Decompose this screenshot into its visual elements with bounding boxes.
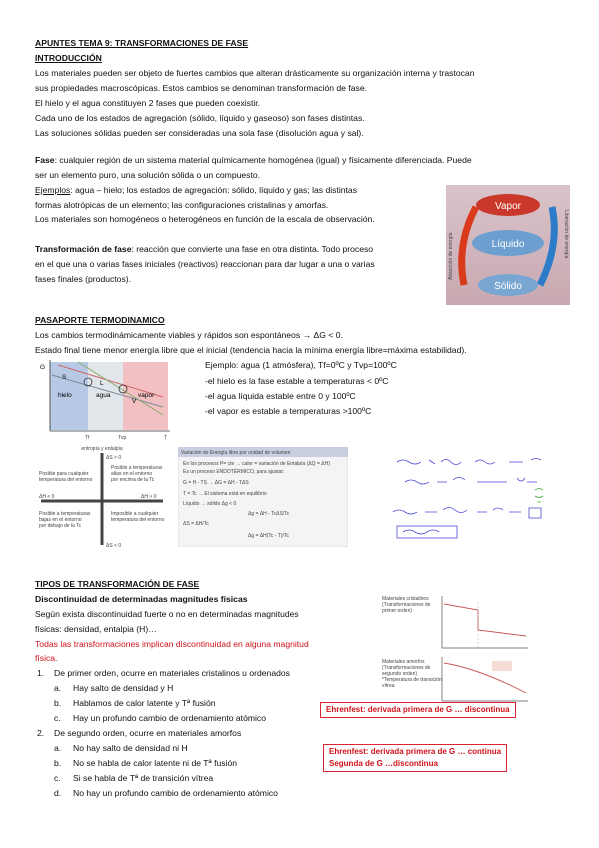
- tr-text: Posible a temperaturas: [111, 465, 163, 471]
- graph1-label: Materiales cristalinos: [382, 596, 429, 602]
- pasaporte-bullet: -el agua líquida estable entre 0 y 100ºC: [205, 391, 356, 401]
- formula-stroke-2: [405, 478, 537, 485]
- g-ylabel: G: [40, 364, 46, 371]
- tl-text: Posible para cualquier: [39, 471, 89, 477]
- axis-top-label: ΔS > 0: [106, 455, 122, 461]
- tick-tvp: Tvp: [118, 435, 127, 441]
- sub-item-letter: b.: [54, 758, 62, 768]
- scan-line: G = H - TS → ΔG = ΔH - TΔS: [183, 480, 249, 486]
- formula-stroke-3: [393, 508, 541, 519]
- examples-text: : agua – hielo; los estados de agregación: sólido, líquido y gas; las distintas: [70, 185, 357, 195]
- quadrant-top: entropía y entalpía: [81, 446, 123, 452]
- scanned-notes-image: [178, 447, 348, 547]
- ehrenfest-second-order-box: [323, 744, 507, 772]
- sub-item: Si se habla de Tª de transición vítrea: [73, 773, 214, 783]
- br-text: temperatura del entorno: [111, 517, 165, 523]
- fase-text: : cualquier región de un sistema material químicamente homogénea (igual) y físicamente diferenciada. Puede: [54, 155, 472, 165]
- pasaporte-heading: PASAPORTE TERMODINAMICO: [35, 315, 165, 325]
- sub-item: Hablamos de calor latente y Tª fusión: [73, 698, 216, 708]
- sub-item: No hay salto de densidad ni H: [73, 743, 188, 753]
- ehrenfest2-line: Segunda de G …discontinua: [329, 759, 438, 768]
- handwritten-formulas-image: [385, 450, 565, 545]
- region-label-hielo: hielo: [58, 392, 72, 399]
- intro-heading: INTRODUCCIÓN: [35, 53, 102, 63]
- scan-line: Es un proceso ENDOTÉRMICO, para ajustar:: [183, 469, 285, 475]
- axis-left-label: ΔH < 0: [39, 494, 55, 500]
- fase-term: Fase: [35, 155, 55, 165]
- graph2-label: Materiales amorfos: [382, 659, 425, 665]
- scan-line: Δg = ΔH - TcΔS/Tc: [248, 511, 290, 517]
- transformacion-line: en el que una o varias fases iniciales (reactivos) reaccionan para dar lugar a una o varias: [35, 259, 375, 269]
- scan-line: ΔS = ΔH/Tc: [183, 521, 209, 527]
- tipos-red-line: Todas las transformaciones implican discontinuidad en alguna magnitud: [35, 639, 309, 649]
- graph2-label: segundo orden): [382, 671, 418, 677]
- region-label-agua: agua: [96, 392, 111, 399]
- pasaporte-line: Los cambios termodinámicamente viables y rápidos son espontáneos → ΔG < 0.: [35, 330, 343, 340]
- sub-item: Hay salto de densidad y H: [73, 683, 174, 693]
- scan-line: T = Tc → El sistema está en equilibrio: [183, 491, 267, 497]
- graph1-curve: [444, 604, 526, 636]
- g-vs-t-chart: [38, 357, 173, 442]
- fase-line: Los materiales son homogéneos o heterogéneos en función de la escala de observación.: [35, 214, 375, 224]
- sub-item-letter: a.: [54, 683, 62, 693]
- release-label: Liberación de energía: [563, 210, 569, 259]
- phase-states-image: [446, 185, 570, 305]
- doc-title: APUNTES TEMA 9: TRANSFORMACIONES DE FASE: [35, 38, 249, 48]
- graph2-curve: [444, 663, 526, 693]
- formula-stroke-green: [535, 489, 543, 503]
- graph2-highlight: [492, 661, 512, 671]
- axis-bottom-label: ΔS < 0: [106, 543, 122, 549]
- tipos-heading: TIPOS DE TRANSFORMACIÓN DE FASE: [35, 579, 200, 589]
- transformacion-text: : reacción que convierte una fase en otra distinta. Todo proceso: [131, 244, 374, 254]
- fase-line: formas alotrópicas de un elemento; las configuraciones cristalinas y amorfas.: [35, 200, 329, 210]
- amorphous-graph: [380, 655, 530, 705]
- pasaporte-line: Estado final tiene menor energía libre que el inicial (tendencia hacia la mínima energía libre=máxima estabilidad).: [35, 345, 467, 355]
- sub-item: No hay un profundo cambio de ordenamiento atómico: [73, 788, 278, 798]
- list-item: De segundo orden, ocurre en materiales amorfos: [54, 728, 242, 738]
- tick-t: T: [164, 435, 168, 441]
- intro-line: El hielo y el agua constituyen 2 fases que pueden coexistir.: [35, 98, 261, 108]
- bl-text: por debajo de la Tc: [39, 523, 82, 529]
- tipos-line: físicas: densidad, entalpia (H)…: [35, 624, 157, 634]
- graph2-label: vítrea: [382, 683, 395, 689]
- pasaporte-bullet: -el hielo es la fase estable a temperaturas < 0ºC: [205, 376, 389, 386]
- scan-line: Líquido → sólido Δg < 0: [183, 501, 237, 507]
- quadrant-diagram: [37, 445, 167, 550]
- fase-examples: [35, 184, 357, 196]
- solido-label: Sólido: [494, 281, 522, 292]
- tipos-subheading: Discontinuidad de determinadas magnitudes físicas: [35, 594, 248, 604]
- region-label-vapor: vapor: [138, 392, 155, 399]
- graph2-label: (Transformaciones de: [382, 665, 431, 671]
- graph1-label: primer orden): [382, 608, 413, 614]
- transformacion-line: fases finales (productos).: [35, 274, 132, 284]
- transformacion-term: Transformación de fase: [35, 244, 132, 254]
- bl-text: Posible a temperaturas: [39, 511, 91, 517]
- tr-text: por encima de la Tc: [111, 477, 155, 483]
- list-item: De primer orden, ocurre en materiales cristalinos u ordenados: [54, 668, 290, 678]
- axis-right-label: ΔH > 0: [141, 494, 157, 500]
- tick-tf: Tf: [85, 435, 90, 441]
- sub-item-letter: c.: [54, 713, 61, 723]
- curve-label-s: S: [62, 374, 67, 381]
- examples-label: Ejemplos: [35, 185, 71, 195]
- tr-text: altas en el entorno: [111, 471, 153, 477]
- ehrenfest-first-order-box: [320, 702, 516, 718]
- vapor-label: Vapor: [495, 201, 521, 212]
- sub-item-letter: c.: [54, 773, 61, 783]
- ehrenfest1-text: Ehrenfest: derivada primera de G … discontinua: [326, 705, 510, 714]
- scan-line: Δg = ΔH(Tc - T)/Tc: [248, 533, 289, 539]
- scan-line: En los procesos P= cte → calor = variación de Entalpía (ΔQ = ΔH): [183, 461, 330, 467]
- fase-def: [35, 154, 472, 166]
- intro-line: Los materiales pueden ser objeto de fuertes cambios que alteran drásticamente su organización interna y trastocan: [35, 68, 475, 78]
- sub-item-letter: a.: [54, 743, 62, 753]
- tl-text: temperatura del entorno: [39, 477, 93, 483]
- pasaporte-example: Ejemplo: agua (1 atmósfera), Tf=0ºC y Tvp=100ºC: [205, 360, 397, 370]
- fase-line: ser un elemento puro, una solución sólida o un compuesto.: [35, 170, 261, 180]
- sub-item-letter: b.: [54, 698, 62, 708]
- curve-label-l: L: [100, 380, 104, 387]
- graph2-label: *Temperatura de transición: [382, 677, 442, 683]
- tipos-red-line: física.: [35, 653, 58, 663]
- bl-text: bajas en el entorno: [39, 517, 82, 523]
- curve-label-v: V: [132, 398, 137, 405]
- graph1-label: (Transformaciones de: [382, 602, 431, 608]
- crystalline-graph: [380, 592, 530, 652]
- formula-stroke-1: [397, 459, 541, 465]
- list-item-num: 1.: [37, 668, 45, 678]
- list-item-num: 2.: [37, 728, 45, 738]
- formula-stroke-4: [403, 530, 439, 534]
- transformacion-def: [35, 243, 373, 255]
- sub-item-letter: d.: [54, 788, 62, 798]
- pasaporte-bullet: -el vapor es estable a temperaturas >100ºC: [205, 406, 372, 416]
- intro-line: Cada uno de los estados de agregación (sólido, líquido y gaseoso) son fases distintas.: [35, 113, 365, 123]
- liquido-label: Líquido: [491, 239, 525, 250]
- scan-header: Variación de Energía libre por unidad de volumen: [181, 450, 291, 456]
- intro-line: sus propiedades macroscópicas. Estos cambios se denominan transformación de fase.: [35, 83, 367, 93]
- sub-item: Hay un profundo cambio de ordenamiento atómico: [73, 713, 266, 723]
- br-text: Imposible a cualquier: [111, 511, 159, 517]
- ehrenfest2-line: Ehrenfest: derivada primera de G … continua: [329, 747, 502, 756]
- sub-item: No se habla de calor latente ni de Tª fusión: [73, 758, 238, 768]
- absorb-label: Absorción de energía: [448, 232, 454, 280]
- tipos-line: Según exista discontinuidad fuerte o no en determinadas magnitudes: [35, 609, 299, 619]
- intro-line: Las soluciones sólidas pueden ser consideradas una sola fase (disolución agua y sal).: [35, 128, 364, 138]
